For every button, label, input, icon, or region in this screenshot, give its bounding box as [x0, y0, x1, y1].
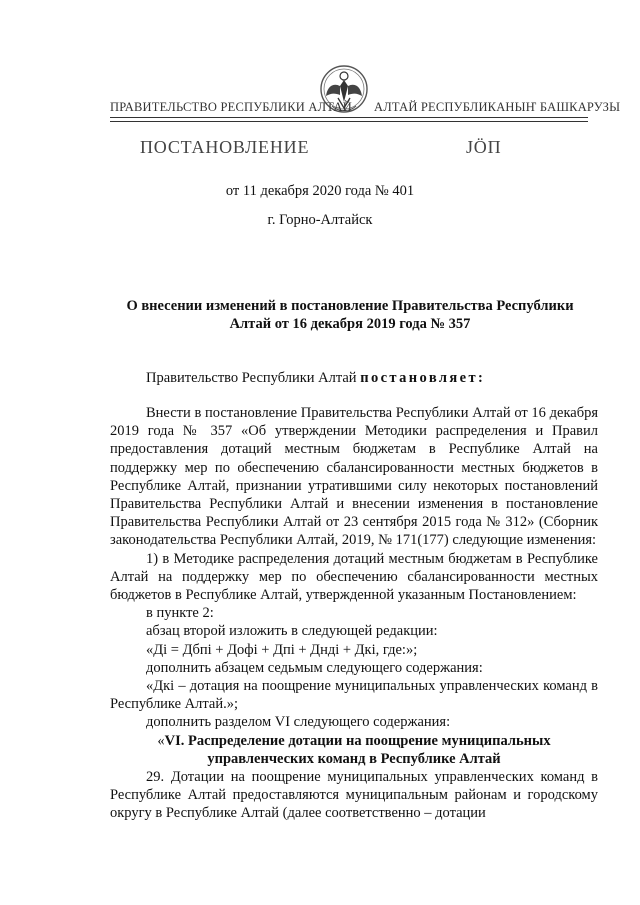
document-body [110, 404, 598, 823]
paragraph-1: Внести в постановление Правительства Республики Алтай от 16 декабря 2019 года № 357 «Об утверждении Методики распределения и Правил предоставления дотаций местным бюджетам в Республике Алтай на поддержку мер по обеспечению сбалансированности местных бюджетов в Республике Алтай, признании утратившими силу некоторых постановлений Правительства Республики Алтай и внесении изменения в постановление Правительства Республики Алтай от 23 сентября 2015 года № 312» (Сборник законодательства Республики Алтай, 2019, № 171(177) следующие изменения: [110, 405, 598, 549]
header-rule-thick [110, 117, 588, 118]
header-government-ru: ПРАВИТЕЛЬСТВО РЕСПУБЛИКИ АЛТАЙ [110, 100, 352, 114]
paragraph-5: «Дi = Дбпi + Дофi + Дпi + Днді + Дкi, где:»; [146, 641, 418, 658]
decree-type-ru: ПОСТАНОВЛЕНИЕ [140, 137, 310, 157]
paragraph-9: 29. Дотации на поощрение муниципальных управленческих команд в Республике Алтай предоставляются муниципальным районам и городскому округу в Республике Алтай (далее соответственно – дотации [110, 769, 598, 822]
paragraph-2: 1) в Методике распределения дотаций местным бюджетам в Республике Алтай на поддержку мер по обеспечению сбалансированности местных бюджетов в Республике Алтай, утвержденной указанным Постановлением: [110, 550, 598, 604]
section-title-text: VI. Распределение дотации на поощрение муниципальных управленческих команд в Республике Алтай [164, 732, 551, 767]
document-title: О внесении изменений в постановление Правительства Республики Алтай от 16 декабря 2019 года № 357 [126, 298, 574, 332]
paragraph-4: абзац второй изложить в следующей редакции: [146, 623, 438, 640]
paragraph-6: дополнить абзацем седьмым следующего содержания: [146, 659, 483, 676]
decree-city: г. Горно-Алтайск [267, 212, 373, 228]
section-quote: « [157, 732, 165, 749]
decree-date: от 11 декабря 2020 года № 401 [225, 183, 415, 199]
preamble-verb: постановляет: [360, 370, 486, 386]
preamble [146, 370, 485, 387]
paragraph-3: в пункте 2: [146, 605, 214, 622]
paragraph-7: «Дкi – дотация на поощрение муниципальных управленческих команд в Республике Алтай.»; [110, 678, 598, 713]
preamble-text: Правительство Республики Алтай [146, 370, 361, 386]
decree-type-alt: ЈӦП [466, 137, 502, 157]
section-title [110, 732, 598, 768]
header-government-alt: АЛТАЙ РЕСПУБЛИКАНЫҤ БАШКАРУЗЫ [374, 100, 621, 114]
paragraph-8: дополнить разделом VI следующего содержания: [146, 714, 451, 731]
header-rule-thin [110, 121, 588, 122]
